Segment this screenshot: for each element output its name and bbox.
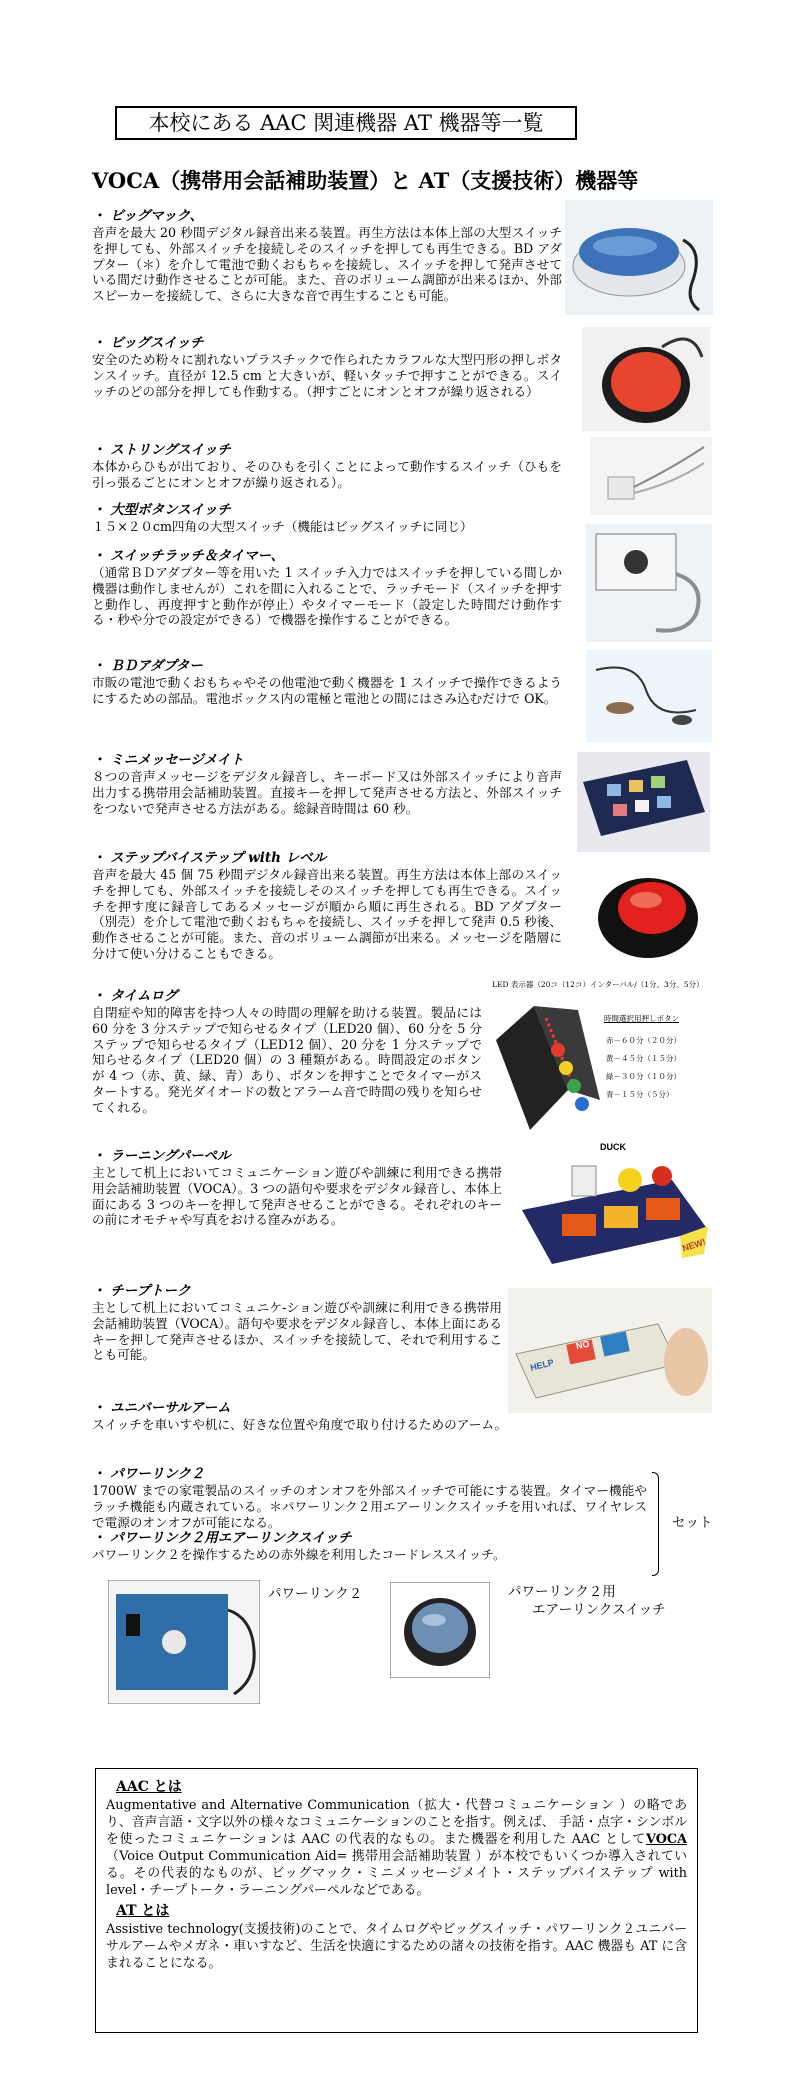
airlink-photo [390, 1582, 490, 1678]
cheaptalk-no-label: NO [575, 1338, 591, 1352]
item-heading: ・ パワーリンク２ [92, 1466, 205, 1482]
item-airlink [92, 1530, 647, 1563]
item-universalarm [92, 1400, 562, 1433]
timelog-legend-row: 赤－６０分（２０分） [606, 1036, 681, 1045]
item-bdadapter [92, 658, 562, 707]
item-description: 自閉症や知的障害を持つ人々の時間の理解を助ける装置。製品には 60 分を 3 分ステップで知らせるタイプ（LED20 個）、60 分を 5 分ステップで知らせるタイプ（LED12 個）、20 分を 1 分ステップで知らせるタイプ（LED20 個）の 3 種類がある。時間設定のボタンが 4 つ（赤、黄、緑、青）あり、ボタンを押すことでタイマーがスタートする。発光ダイオードの数とアラーム音で時間の残りを知らせてくれる。 [92, 1005, 482, 1115]
item-heading: ・ 大型ボタンスイッチ [92, 502, 231, 518]
timelog-legend-row: 黄－４５分（１５分） [606, 1054, 681, 1063]
item-timelog [92, 988, 482, 1116]
item-heading: ・ ＢＤアダプター [92, 658, 203, 674]
item-description: スイッチを車いすや机に、好きな位置や角度で取り付けるためのアーム。 [92, 1417, 508, 1432]
item-heading: ・ スイッチラッチ＆タイマー、 [92, 548, 285, 564]
item-bigswitch [92, 335, 562, 399]
item-description: 安全のため粉々に割れないプラスチックで作られたカラフルな大型円形の押しボタンスイッチ。直径が 12.5 cm と大きいが、軽いタッチで押すことができる。スイッチのどの部分を押しても作動する。（押すごとにオンとオフが繰り返される） [92, 352, 562, 399]
item-description: パワーリンク２を操作するための赤外線を利用したコードレススイッチ。 [92, 1547, 506, 1562]
switchlatch-photo [586, 524, 712, 642]
section-subtitle: VOCA（携帯用会話補助装置）と AT（支援技術）機器等 [92, 168, 639, 193]
at-definition: Assistive technology(支援技術)のことで、タイムログやビッグスイッチ・パワーリンク２ユニバーサルアームやメガネ・車いすなど、生活を快適にするための諸々の技術を指す。AAC 機器も AT に含まれることになる。 [106, 1922, 687, 1971]
aac-text: Augmentative and Alternative Communication（拡大・代替コミュニケーション ）の略であり、音声言語・文字以外の様々なコミュニケーションのことを指す。例えば、 手話・点字・シンボルを使ったコミュニケーションは AAC の代表的なもの。また機器を利用した AAC として [106, 1798, 687, 1847]
aac-definition [106, 1797, 687, 1899]
cheaptalk-help-label: HELP [529, 1357, 555, 1373]
at-heading: AT とは [116, 1903, 170, 1919]
item-stepbystep [92, 850, 562, 962]
timelog-legend-row: 青－１５分（５分） [606, 1090, 674, 1099]
timelog-photo [486, 980, 716, 1150]
timelog-legend [606, 1032, 681, 1104]
item-description: 音声を最大 45 個 75 秒間デジタル録音出来る装置。再生方法は本体上部のスイッチを押しても、外部スイッチを接続しそのスイッチを押しても再生できる。スイッチを押す度に録音してあるメッセージが順から順に再生される。BD アダプター（別売）を介して電池で動くおもちゃを接続し、スイッチを押して発声 0.5 秒後、動作させることが可能。また、音のボリューム調節が出来る。メッセージを階層に分けて使い分けることもできる。 [92, 867, 562, 961]
timelog-legend-title: 時間選択用押しボタン [604, 1014, 679, 1023]
bigmack-photo [565, 200, 713, 315]
bigswitch-photo [582, 327, 710, 431]
set-label: セット [672, 1515, 713, 1531]
duck-label: DUCK [600, 1142, 626, 1152]
timelog-top-label: LED 表示器（20コ（12コ）インターバル/（1分、3分、5分） [492, 980, 704, 989]
bdadapter-photo [586, 650, 712, 742]
item-description: （通常ＢＤアダプター等を用いた 1 スイッチ入力ではスイッチを押している間しか機器は動作しませんが）これを間に入れることで、ラッチモード（スイッチを押すと動作し、再度押すと動作が停止）やタイマーモード（設定した時間だけ動作する・秒や分での設定ができる）で機器を操作することができる。 [92, 565, 562, 628]
item-heading: ・ ビッグマック、 [92, 208, 204, 224]
powerlink-caption: パワーリンク２ [268, 1586, 363, 1602]
new-badge: NEW! [681, 1236, 707, 1254]
item-description: 市販の電池で動くおもちゃやその他電池で動く機器を 1 スイッチで操作できるようにするための部品。電池ボックス内の電極と電池との間にはさみ込むだけで OK。 [92, 675, 562, 706]
item-powerlink [92, 1466, 647, 1530]
airlink-caption-line2: エアーリンクスイッチ [532, 1602, 666, 1618]
powerlink-photo [108, 1580, 260, 1704]
minimessagemate-photo [577, 752, 710, 852]
item-description: 主として机上においてコミュニケ-ション遊びや訓練に利用できる携帯用会話補助装置（VOCA）。語句や要求をデジタル録音し、本体上面にあるキーを押して発声させるほか、スイッチを接続して、それで利用することも可能。 [92, 1300, 502, 1363]
stringswitch-photo [590, 437, 712, 515]
item-description: 音声を最大 20 秒間デジタル録音出来る装置。再生方法は本体上部の大型スイッチを押しても、外部スイッチを接続しそのスイッチを押しても再生できる。BD アダプター（＊）を介して電池で動くおもちゃを接続し、スイッチを押して発声させている間だけ動作させることが可能。また、音のボリューム調節が出来るほか、外部スピーカーを接続して、さらに大きな音で再生することも可能。 [92, 225, 562, 304]
item-heading: ・ ミニメッセージメイト [92, 752, 244, 768]
item-stringswitch [92, 442, 562, 491]
definitions-box [95, 1768, 698, 2033]
aac-heading: AAC とは [116, 1779, 182, 1795]
item-description: １５×２０cm四角の大型スイッチ（機能はビッグスイッチに同じ） [92, 519, 473, 534]
item-description: 本体からひもが出ており、そのひもを引くことによって動作するスイッチ（ひもを引っ張るごとにオンとオフが繰り返される）。 [92, 459, 562, 490]
item-heading: ・ ラーニングパーペル [92, 1148, 231, 1164]
item-cheaptalk [92, 1283, 502, 1363]
item-description: 主として机上においてコミュニケーション遊びや訓練に利用できる携帯用会話補助装置（VOCA）。3 つの語句や要求をデジタル録音し、本体上面にある 3 つのキーを押して発声させることができる。それぞれのキーの前にオモチャや写真をおける窪みがある。 [92, 1165, 502, 1228]
airlink-caption-line1: パワーリンク２用 [508, 1584, 616, 1600]
item-heading: ・ チープトーク [92, 1283, 191, 1299]
page-title: 本校にある AAC 関連機器 AT 機器等一覧 [115, 106, 577, 140]
item-learningpurple [92, 1148, 502, 1228]
timelog-legend-row: 緑－３０分（１０分） [606, 1072, 681, 1081]
aac-text-2: （Voice Output Communication Aid= 携帯用会話補助装置 ）が本校でもいくつか導入されている。その代表的なものが、ビッグマック・ミニメッセージメイト・ステップバイステップ with level・チープトーク・ラーニングパーペルなどである。 [106, 1849, 687, 1898]
voca-term: VOCA [646, 1832, 687, 1847]
item-minimessagemate [92, 752, 562, 816]
stepbystep-photo [586, 856, 712, 966]
item-bigmack [92, 208, 562, 304]
item-heading: ・ ステップバイステップ with レベル [92, 850, 327, 866]
learningpurple-photo [512, 1140, 712, 1272]
cheaptalk-photo [508, 1288, 712, 1413]
item-heading: ・ パワーリンク２用エアーリンクスイッチ [92, 1530, 352, 1546]
item-heading: ・ ユニバーサルアーム [92, 1400, 231, 1416]
set-bracket [652, 1472, 659, 1576]
item-heading: ・ ビッグスイッチ [92, 335, 204, 351]
item-description: 1700W までの家電製品のスイッチのオンオフを外部スイッチで可能にする装置。タイマー機能やラッチ機能も内蔵されている。＊パワーリンク２用エアーリンクスイッチを用いれば、ワイヤレスで電源のオンオフが可能になる。 [92, 1483, 647, 1530]
item-heading: ・ ストリングスイッチ [92, 442, 231, 458]
item-switchlatch [92, 548, 562, 628]
item-heading: ・ タイムログ [92, 988, 178, 1004]
item-description: ８つの音声メッセージをデジタル録音し、キーボード又は外部スイッチにより音声出力する携帯用会話補助装置。直接キーを押して発声させる方法と、外部スイッチをつないで発声させる方法がある。総録音時間は 60 秒。 [92, 769, 562, 816]
item-largebutton [92, 502, 562, 535]
